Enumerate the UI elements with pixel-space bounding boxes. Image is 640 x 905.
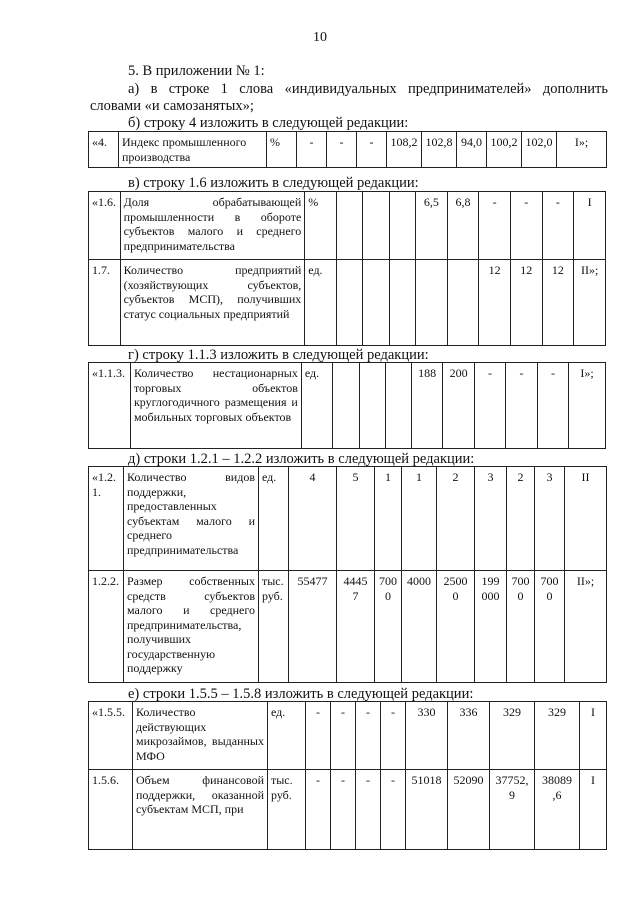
unit-cell: ед.: [259, 467, 289, 571]
value-cell: -: [381, 702, 406, 770]
value-cell: 12: [479, 260, 511, 346]
value-cell: [389, 260, 415, 346]
value-cell: [389, 192, 415, 260]
table-row: [89, 192, 606, 260]
paragraph-a-line1: а) в строке 1 слова «индивидуальных предпринимателей» дополнить: [128, 81, 608, 97]
value-cell: 1: [375, 467, 402, 571]
value-cell: 4445 7: [337, 571, 375, 683]
value-cell: 94,0: [457, 132, 487, 168]
unit-cell: ед.: [301, 363, 332, 449]
table-row: [89, 363, 606, 449]
row-number-cell: 1.7.: [89, 260, 121, 346]
value-cell: 336: [448, 702, 490, 770]
value-cell: 700 0: [507, 571, 535, 683]
row-number-cell: «1.6.: [89, 192, 121, 260]
row-number-cell: «4.: [89, 132, 119, 168]
table-row-1-1-3: [88, 362, 606, 449]
indicator-name-cell: Количество видов поддержки, предоставленных субъектам малого и среднего предпринимательства: [124, 467, 259, 571]
value-cell: 6,5: [416, 192, 448, 260]
table-rows-1-6-1-7: [88, 191, 606, 346]
table-row-4: [88, 131, 607, 168]
value-cell: 700 0: [535, 571, 565, 683]
value-cell: 200: [443, 363, 474, 449]
table-row: [89, 467, 607, 571]
value-cell: I: [580, 702, 607, 770]
value-cell: 330: [406, 702, 448, 770]
value-cell: 12: [542, 260, 574, 346]
unit-cell: ед.: [305, 260, 337, 346]
indicator-name-cell: Количество нестационарных торговых объектов круглогодичного размещения и мобильных торговых объектов: [130, 363, 301, 449]
unit-cell: %: [267, 132, 297, 168]
indicator-name-cell: Доля обрабатывающей промышленности в обороте субъектов малого и среднего предпринимательства: [120, 192, 305, 260]
value-cell: 199 000: [475, 571, 507, 683]
value-cell: 102,8: [422, 132, 457, 168]
unit-cell: тыс. руб.: [259, 571, 289, 683]
table-rows-1-2-1-1-2-2: [88, 466, 607, 683]
indicator-name-cell: Индекс промышленного производства: [119, 132, 267, 168]
value-cell: 3: [475, 467, 507, 571]
value-cell: -: [510, 192, 542, 260]
paragraph-v: в) строку 1.6 изложить в следующей редакции:: [128, 175, 419, 191]
value-cell: 100,2: [487, 132, 522, 168]
value-cell: -: [306, 702, 331, 770]
row-number-cell: «1.5.5.: [89, 702, 133, 770]
row-number-cell: 1.5.6.: [89, 770, 133, 850]
value-cell: 700 0: [375, 571, 402, 683]
paragraph-d: д) строки 1.2.1 – 1.2.2 изложить в следующей редакции:: [128, 451, 475, 467]
unit-cell: %: [305, 192, 337, 260]
value-cell: 5: [337, 467, 375, 571]
value-cell: 51018: [406, 770, 448, 850]
indicator-name-cell: Объем финансовой поддержки, оказанной субъектам МСП, при: [133, 770, 268, 850]
table-row: [89, 132, 607, 168]
table-row: [89, 702, 607, 770]
value-cell: 2500 0: [437, 571, 475, 683]
paragraph-b: б) строку 4 изложить в следующей редакции:: [128, 115, 409, 131]
row-number-cell: 1.2.2.: [89, 571, 124, 683]
value-cell: 4: [289, 467, 337, 571]
paragraph-g: г) строку 1.1.3 изложить в следующей редакции:: [128, 347, 429, 363]
value-cell: 52090: [448, 770, 490, 850]
value-cell: I»;: [557, 132, 607, 168]
value-cell: -: [331, 702, 356, 770]
value-cell: [447, 260, 479, 346]
value-cell: -: [297, 132, 327, 168]
value-cell: -: [327, 132, 357, 168]
value-cell: 3: [535, 467, 565, 571]
value-cell: 2: [507, 467, 535, 571]
value-cell: -: [474, 363, 505, 449]
value-cell: -: [381, 770, 406, 850]
value-cell: II: [565, 467, 607, 571]
unit-cell: ед.: [268, 702, 306, 770]
value-cell: 329: [535, 702, 580, 770]
value-cell: 329: [490, 702, 535, 770]
value-cell: 4000: [402, 571, 437, 683]
table-row: [89, 770, 607, 850]
value-cell: 6,8: [447, 192, 479, 260]
value-cell: -: [331, 770, 356, 850]
indicator-name-cell: Количество предприятий (хозяйствующих субъектов, субъектов МСП), получивших статус социальных предприятий: [120, 260, 305, 346]
value-cell: [363, 260, 389, 346]
paragraph-e: е) строки 1.5.5 – 1.5.8 изложить в следующей редакции:: [128, 686, 474, 702]
value-cell: 38089 ,6: [535, 770, 580, 850]
indicator-name-cell: Размер собственных средств субъектов малого и среднего предпринимательства, получивших государственную поддержку: [124, 571, 259, 683]
value-cell: -: [537, 363, 568, 449]
value-cell: 1: [402, 467, 437, 571]
value-cell: [336, 192, 362, 260]
value-cell: 2: [437, 467, 475, 571]
value-cell: I: [580, 770, 607, 850]
value-cell: -: [479, 192, 511, 260]
value-cell: I»;: [569, 363, 606, 449]
value-cell: -: [542, 192, 574, 260]
value-cell: II»;: [565, 571, 607, 683]
value-cell: [359, 363, 385, 449]
value-cell: [333, 363, 359, 449]
unit-cell: тыс. руб.: [268, 770, 306, 850]
page-number: 10: [313, 30, 327, 45]
value-cell: [385, 363, 411, 449]
value-cell: 108,2: [387, 132, 422, 168]
value-cell: 102,0: [522, 132, 557, 168]
value-cell: [416, 260, 448, 346]
table-row: [89, 260, 606, 346]
value-cell: [336, 260, 362, 346]
value-cell: [363, 192, 389, 260]
value-cell: 55477: [289, 571, 337, 683]
value-cell: -: [356, 770, 381, 850]
value-cell: -: [357, 132, 387, 168]
row-number-cell: «1.1.3.: [89, 363, 131, 449]
value-cell: I: [574, 192, 606, 260]
value-cell: 12: [510, 260, 542, 346]
value-cell: -: [506, 363, 537, 449]
paragraph-5: 5. В приложении № 1:: [128, 63, 265, 79]
table-rows-1-5-5-1-5-6: [88, 701, 607, 850]
paragraph-a-line2: словами «и самозанятых»;: [90, 98, 254, 114]
value-cell: -: [356, 702, 381, 770]
indicator-name-cell: Количество действующих микрозаймов, выданных МФО: [133, 702, 268, 770]
value-cell: II»;: [574, 260, 606, 346]
value-cell: 37752, 9: [490, 770, 535, 850]
table-row: [89, 571, 607, 683]
value-cell: 188: [411, 363, 442, 449]
value-cell: -: [306, 770, 331, 850]
row-number-cell: «1.2. 1.: [89, 467, 124, 571]
